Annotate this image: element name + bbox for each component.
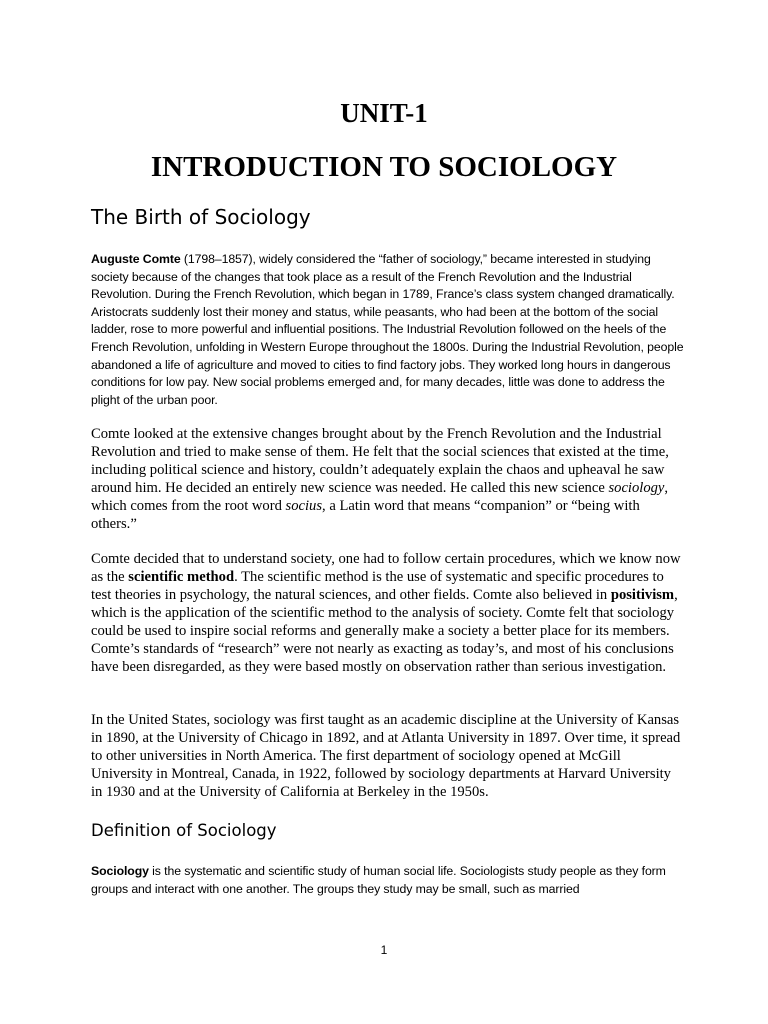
paragraph-text: , which is the application of the scientific method to the analysis of society. Comte felt that sociology could be used to inspire social reforms and generally make a society a better place for its members. Comte’s standards of “research” were not nearly as exacting as today’s, and most of his conclusions have been disregarded, as they were based mostly on observation rather than serious investigation. [91,587,678,675]
paragraph-text: . The scientific method is the use of systematic and specific procedures to test theories in psychology, the natural sciences, and other fields. Comte also believed in [91,569,664,603]
section-heading-definition-of-sociology: Definition of Sociology [91,821,277,840]
page-title: INTRODUCTION TO SOCIOLOGY [150,151,618,183]
italic-term-sociology: sociology [608,480,665,496]
bold-term-auguste-comte: Auguste Comte [91,252,181,266]
paragraph-text: , which comes from the root word [91,480,669,514]
paragraph-text: , a Latin word that means “companion” or “being with others.” [91,498,640,532]
paragraph-text: Comte looked at the extensive changes brought about by the French Revolution and the Industrial Revolution and tried to make sense of them. He felt that the social sciences that existed at the time, including political science and history, couldn’t adequately explain the chaos and upheaval he saw around him. He decided an entirely new science was needed. He called this new science [91,426,669,496]
bold-term-scientific-method: scientific method [128,569,235,585]
bold-term-positivism: positivism [610,587,675,603]
bold-term-sociology: Sociology [91,864,149,878]
paragraph-text: (1798–1857), widely considered the “father of sociology,” became interested in studying society because of the changes that took place as a result of the French Revolution and the Industrial Revolution. During the French Revolution, which began in 1789, France’s class system changed dramatically. Aristocrats suddenly lost their money and status, while peasants, who had been at the bottom of the social ladder, rose to more powerful and influential positions. The Industrial Revolution followed on the heels of the French Revolution, unfolding in Western Europe throughout the 1800s. During the Industrial Revolution, people abandoned a life of agriculture and moved to cities to find factory jobs. They worked long hours in dangerous conditions for low pay. New social problems emerged and, for many decades, little was done to address the plight of the urban poor. [91,252,684,407]
paragraph-auguste-comte [91,251,686,409]
paragraph-sociology-in-united-states: In the United States, sociology was first taught as an academic discipline at the University of Kansas in 1890, at the University of Chicago in 1892, and at Atlanta University in 1897. Over time, it spread to other universities in North America. The first department of sociology opened at McGill University in Montreal, Canada, in 1922, followed by sociology departments at Harvard University in 1930 and at the University of California at Berkeley in the 1950s. [91,712,681,800]
paragraph-comte-new-science [91,425,681,533]
paragraph-definition [91,863,666,898]
paragraph-text: Comte decided that to understand society, one had to follow certain procedures, which we know now as the [91,551,681,585]
paragraph-text: is the systematic and scientific study of human social life. Sociologists study people as they form groups and interact with one another. The groups they study may be small, such as married [91,864,666,896]
unit-label: UNIT-1 [340,98,428,128]
page-number: 1 [380,943,388,957]
section-heading-birth-of-sociology: The Birth of Sociology [91,205,311,229]
paragraph-scientific-method [91,550,681,676]
italic-term-socius: socius [285,498,323,514]
